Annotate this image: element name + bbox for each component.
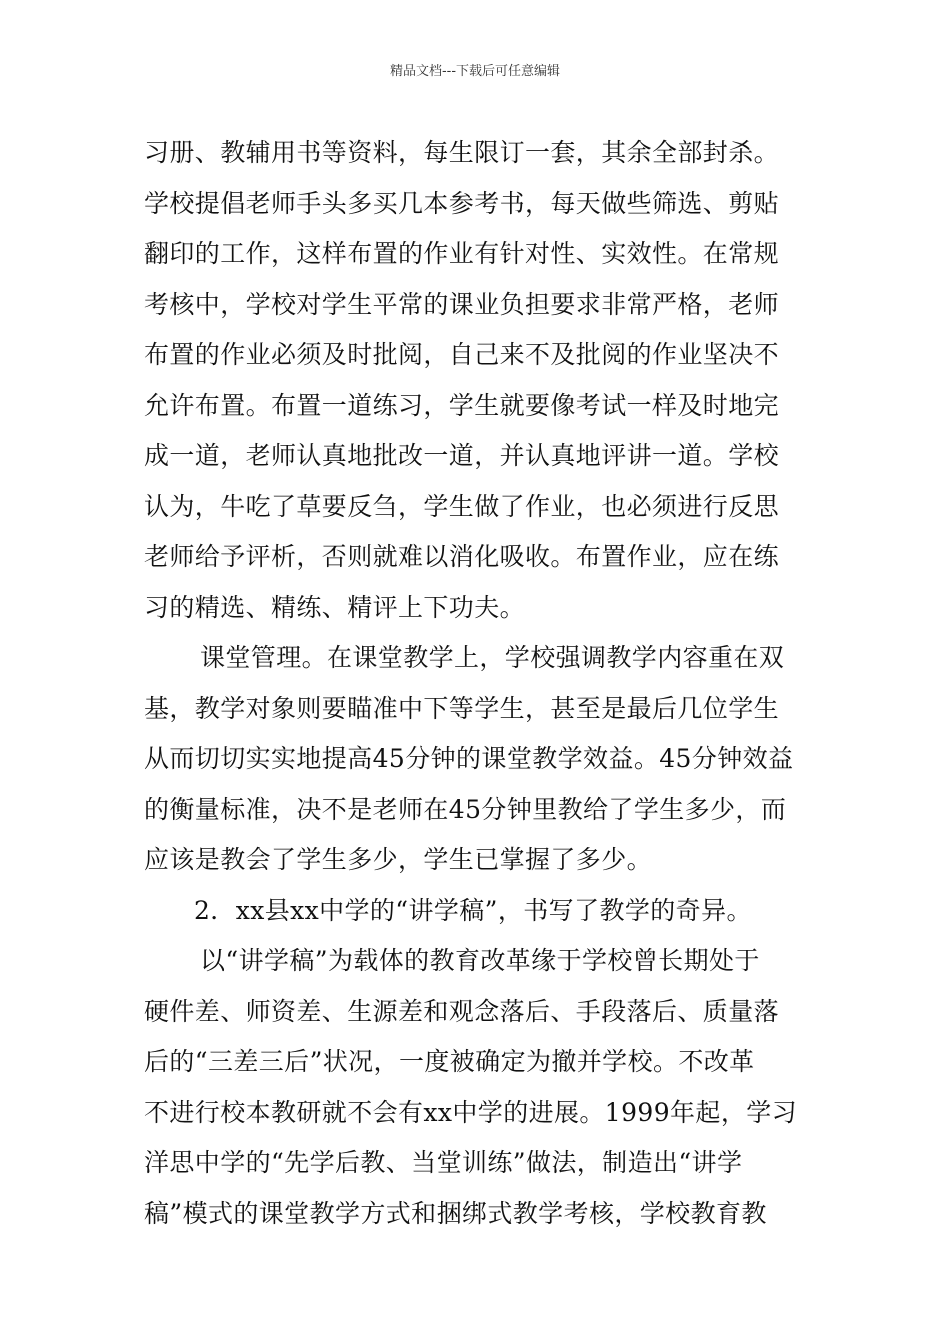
text-line: 学校提倡老师手头多买几本参考书，每天做些筛选、剪贴 — [144, 188, 780, 218]
text-line: 允许布置。布置一道练习，学生就要像考试一样及时地完 — [144, 390, 780, 420]
text-line: 从而切切实实地提高45分钟的课堂教学效益。45分钟效益 — [144, 744, 794, 773]
page-header: 精品文档---下载后可任意编辑 — [389, 64, 561, 79]
text-line: 认为，牛吃了草要反刍，学生做了作业，也必须进行反思 — [144, 491, 780, 521]
text-line: 不进行校本教研就不会有xx中学的进展。1999年起，学习 — [144, 1097, 798, 1127]
text-line: 洋思中学的“先学后教、当堂训练”做法，制造出“讲学 — [144, 1148, 743, 1177]
text-line: 习的精选、精练、精评上下功夫。 — [144, 592, 526, 622]
document-body — [144, 128, 814, 1239]
paragraph-start-line: 以“讲学稿”为载体的教育改革缘于学校曾长期处于 — [200, 946, 760, 975]
text-line: 应该是教会了学生多少，学生已掌握了多少。 — [144, 845, 653, 874]
text-line: 考核中，学校对学生平常的课业负担要求非常严格，老师 — [144, 289, 780, 319]
text-line: 硬件差、师资差、生源差和观念落后、手段落后、质量落 — [144, 996, 780, 1026]
text-line: 习册、教辅用书等资料，每生限订一套，其余全部封杀。 — [144, 138, 780, 167]
text-line: 翻印的工作，这样布置的作业有针对性、实效性。在常规 — [144, 239, 780, 268]
text-line: 后的“三差三后”状况，一度被确定为撤并学校。不改革 — [144, 1047, 755, 1076]
section-heading: 2．xx县xx中学的“讲学稿”，书写了教学的奇异。 — [194, 895, 752, 925]
text-line: 稿”模式的课堂教学方式和捆绑式教学考核，学校教育教 — [144, 1198, 767, 1228]
paragraph-start-line: 课堂管理。在课堂教学上，学校强调教学内容重在双 — [200, 643, 785, 672]
text-line: 布置的作业必须及时批阅，自己来不及批阅的作业坚决不 — [144, 340, 780, 369]
text-line: 的衡量标准，决不是老师在45分钟里教给了学生多少，而 — [144, 794, 787, 824]
text-line: 成一道，老师认真地批改一道，并认真地评讲一道。学校 — [144, 441, 780, 470]
text-line: 基，教学对象则要瞄准中下等学生，甚至是最后几位学生 — [144, 693, 780, 723]
text-line: 老师给予评析，否则就难以消化吸收。布置作业，应在练 — [144, 542, 780, 571]
